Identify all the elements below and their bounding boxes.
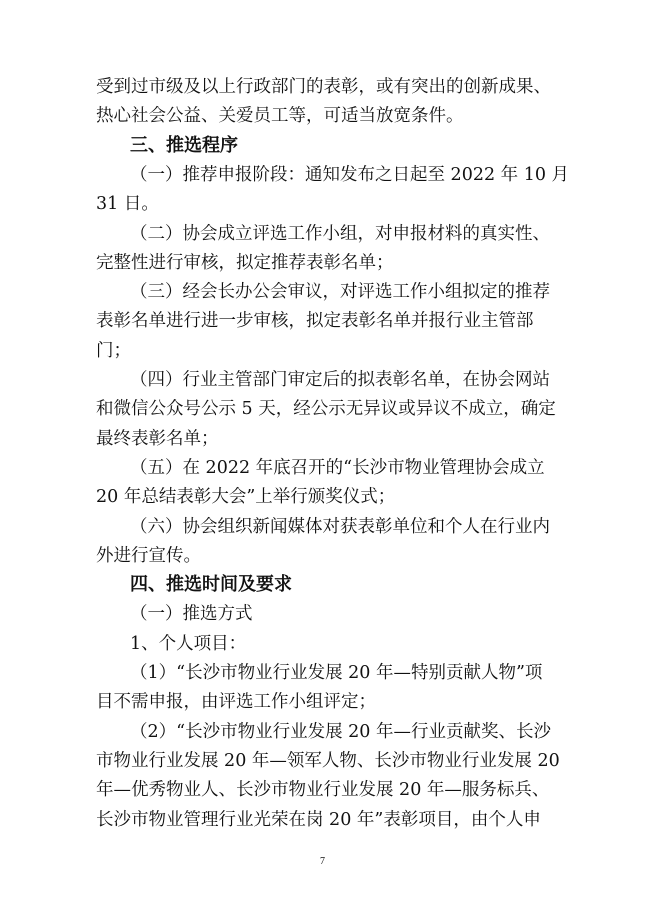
page-number: 7 — [320, 856, 325, 867]
body-line: （一）推选方式 — [130, 604, 253, 624]
body-line: 长沙市物业管理行业光荣在岗 20 年”表彰项目，由个人申 — [96, 810, 541, 830]
body-line: 完整性进行审核，拟定推荐表彰名单； — [96, 253, 394, 273]
body-line: 热心社会公益、关爱员工等，可适当放宽条件。 — [96, 106, 464, 126]
body-line: （二）协会成立评选工作小组，对申报材料的真实性、 — [130, 224, 550, 244]
body-line: 年—优秀物业人、长沙市物业行业发展 20 年—服务标兵、 — [96, 780, 550, 800]
body-line: 20 年总结表彰大会”上举行颁奖仪式； — [96, 487, 396, 507]
body-line: 市物业行业发展 20 年—领军人物、长沙市物业行业发展 20 — [96, 751, 560, 771]
section-heading: 四、推选时间及要求 — [130, 574, 292, 595]
body-line: （六）协会组织新闻媒体对获表彰单位和个人在行业内 — [130, 517, 550, 537]
body-line: （四）行业主管部门审定后的拟表彰名单，在协会网站 — [130, 370, 550, 390]
body-line: （1）“长沙市物业行业发展 20 年—特别贡献人物”项 — [130, 663, 543, 683]
body-line: 31 日。 — [96, 194, 159, 214]
body-line: 最终表彰名单； — [96, 429, 219, 449]
body-line: （五）在 2022 年底召开的“长沙市物业管理协会成立 — [130, 458, 545, 478]
body-line: （一）推荐申报阶段：通知发布之日起至 2022 年 10 月 — [130, 165, 570, 185]
body-line: （2）“长沙市物业行业发展 20 年—行业贡献奖、长沙 — [130, 722, 551, 742]
body-line: 外进行宣传。 — [96, 546, 201, 566]
body-line: 目不需申报，由评选工作小组评定； — [96, 692, 376, 712]
body-line: 门； — [96, 341, 131, 361]
body-line: 表彰名单进行进一步审核，拟定表彰名单并报行业主管部 — [96, 311, 534, 331]
body-line: 和微信公众号公示 5 天，经公示无异议或异议不成立，确定 — [96, 399, 556, 419]
body-line: 1、个人项目： — [130, 634, 247, 654]
body-line: （三）经会长办公会审议，对评选工作小组拟定的推荐 — [130, 282, 550, 302]
body-line: 受到过市级及以上行政部门的表彰，或有突出的创新成果、 — [96, 77, 551, 97]
section-heading: 三、推选程序 — [130, 135, 238, 156]
